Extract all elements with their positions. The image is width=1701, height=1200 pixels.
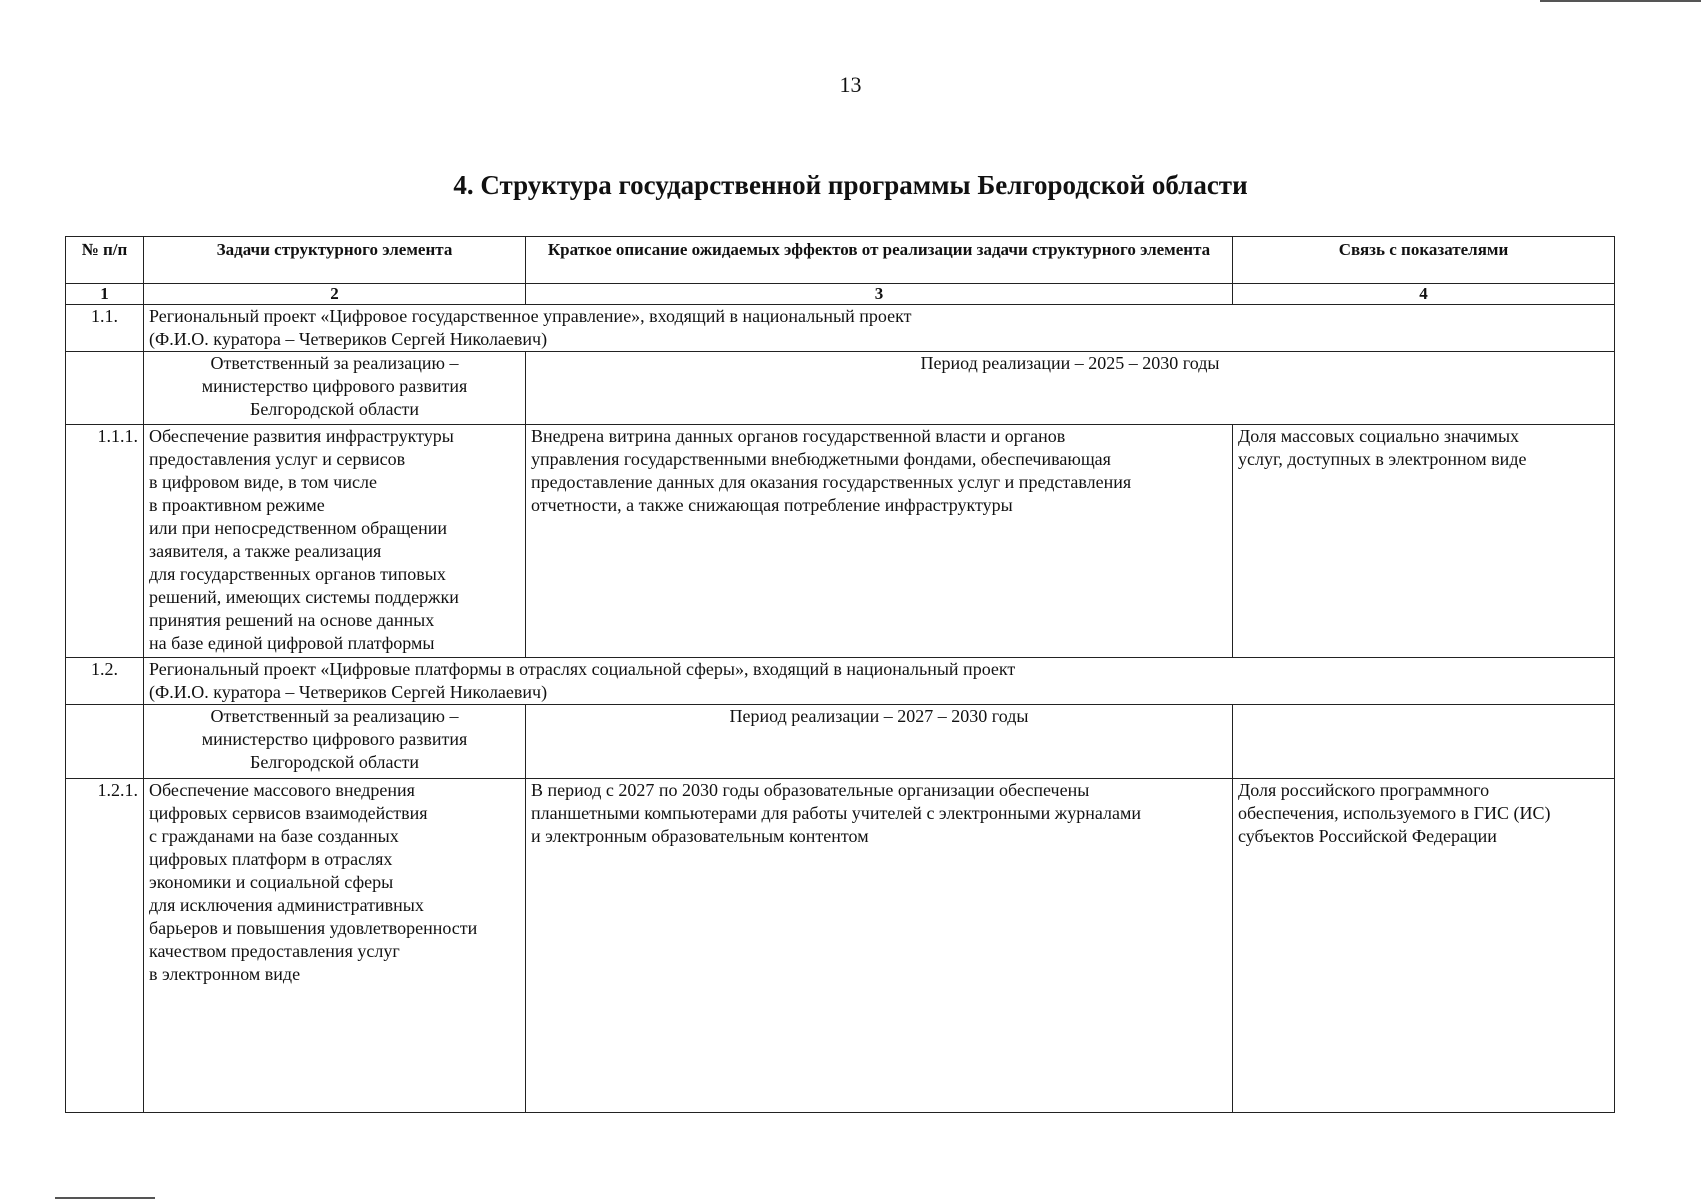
project-row xyxy=(66,305,1615,352)
column-number: 1 xyxy=(66,284,144,305)
scan-edge-line xyxy=(1540,0,1701,2)
scan-edge-line xyxy=(55,1197,155,1199)
empty-cell xyxy=(66,352,144,425)
column-number: 4 xyxy=(1233,284,1615,305)
project-title: Региональный проект «Цифровое государственное управление», входящий в национальный проект (Ф.И.О. куратора – Четвериков Сергей Николаевич) xyxy=(144,305,1615,352)
project-title: Региональный проект «Цифровые платформы в отраслях социальной сферы», входящий в национальный проект (Ф.И.О. куратора – Четвериков Сергей Николаевич) xyxy=(144,658,1615,705)
period-text: Период реализации – 2025 – 2030 годы xyxy=(526,352,1615,425)
section-number: 1.1. xyxy=(66,305,144,352)
responsible-text: Ответственный за реализацию – министерство цифрового развития Белгородской области xyxy=(144,705,526,779)
header-tasks: Задачи структурного элемента xyxy=(144,237,526,284)
task-effects: В период с 2027 по 2030 годы образовательные организации обеспечены планшетными компьютерами для работы учителей с электронными журналами и электронным образовательным контентом xyxy=(526,779,1233,1113)
task-indicators: Доля массовых социально значимых услуг, доступных в электронном виде xyxy=(1233,425,1615,658)
responsible-row xyxy=(66,352,1615,425)
column-number: 3 xyxy=(526,284,1233,305)
section-number: 1.2. xyxy=(66,658,144,705)
page-number: 13 xyxy=(839,72,862,97)
task-number: 1.1.1. xyxy=(66,425,144,658)
project-row xyxy=(66,658,1615,705)
task-description: Обеспечение массового внедрения цифровых сервисов взаимодействия с гражданами на базе созданных цифровых платформ в отраслях экономики и социальной сферы для исключения административных барьеров и повышения удовлетворенности качеством предоставления услуг в электронном виде xyxy=(144,779,526,1113)
task-indicators: Доля российского программного обеспечения, используемого в ГИС (ИС) субъектов Российской Федерации xyxy=(1233,779,1615,1113)
column-number: 2 xyxy=(144,284,526,305)
column-number-row xyxy=(66,284,1615,305)
empty-cell xyxy=(66,705,144,779)
task-row xyxy=(66,425,1615,658)
task-effects: Внедрена витрина данных органов государственной власти и органов управления государственными внебюджетными фондами, обеспечивающая предоставление данных для оказания государственных услуг и представления отчетности, а также снижающая потребление инфраструктуры xyxy=(526,425,1233,658)
table-header-row xyxy=(66,237,1615,284)
header-number: № п/п xyxy=(66,237,144,284)
task-row xyxy=(66,779,1615,1113)
task-description: Обеспечение развития инфраструктуры предоставления услуг и сервисов в цифровом виде, в том числе в проактивном режиме или при непосредственном обращении заявителя, а также реализация для государственных органов типовых решений, имеющих системы поддержки принятия решений на основе данных на базе единой цифровой платформы xyxy=(144,425,526,658)
page-title: 4. Структура государственной программы Белгородской области xyxy=(453,170,1248,200)
empty-cell xyxy=(1233,705,1615,779)
period-text: Период реализации – 2027 – 2030 годы xyxy=(526,705,1233,779)
header-indicators: Связь с показателями xyxy=(1233,237,1615,284)
header-effects: Краткое описание ожидаемых эффектов от реализации задачи структурного элемента xyxy=(526,237,1233,284)
responsible-row xyxy=(66,705,1615,779)
program-structure-table xyxy=(65,236,1615,1113)
task-number: 1.2.1. xyxy=(66,779,144,1113)
responsible-text: Ответственный за реализацию – министерство цифрового развития Белгородской области xyxy=(144,352,526,425)
